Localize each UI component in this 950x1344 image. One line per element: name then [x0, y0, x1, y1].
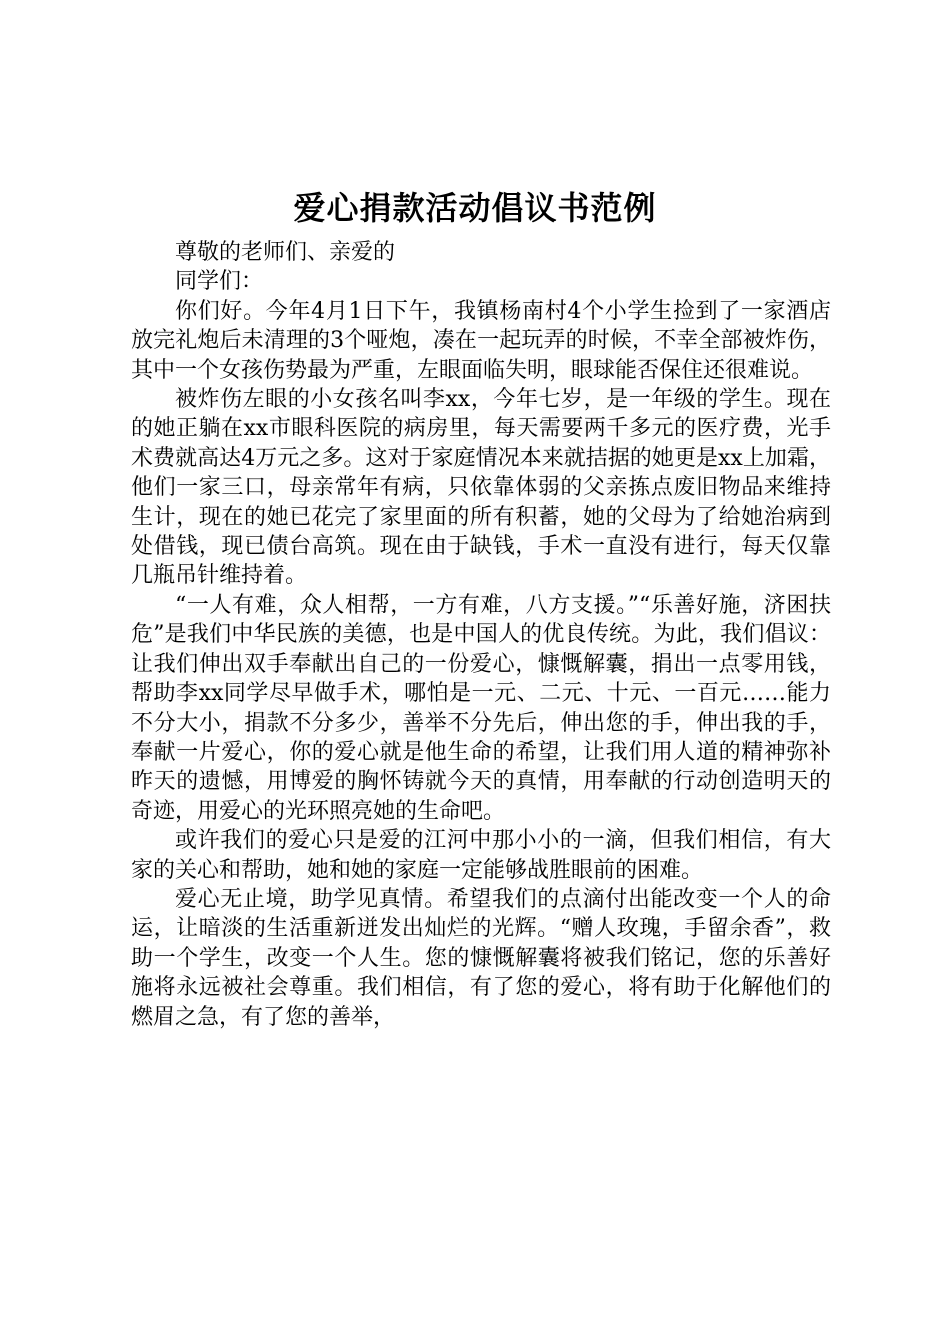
document-body — [131, 238, 831, 1032]
paragraph-5: 爱心无止境，助学见真情。希望我们的点滴付出能改变一个人的命运，让暗淡的生活重新迸发出灿烂的光辉。“赠人玫瑰，手留余香”，救助一个学生，改变一个人生。您的慷慨解囊将被我们铭记，您的乐善好施将永远被社会尊重。我们相信，有了您的爱心，将有助于化解他们的燃眉之急，有了您的善举， — [131, 886, 831, 1030]
paragraph-2: 被炸伤左眼的小女孩名叫李xx，今年七岁，是一年级的学生。现在的她正躺在xx市眼科医院的病房里，每天需要两千多元的医疗费，光手术费就高达4万元之多。这对于家庭情况本来就拮据的她更是xx上加霜，他们一家三口，母亲常年有病，只依靠体弱的父亲拣点废旧物品来维持生计，现在的她已花完了家里面的所有积蓄，她的父母为了给她治病到处借钱，现已债台高筑。现在由于缺钱，手术一直没有进行，每天仅靠几瓶吊针维持着。 — [131, 387, 831, 589]
salutation-line-1: 尊敬的老师们、亲爱的 — [175, 240, 396, 265]
paragraph-3: “一人有难，众人相帮，一方有难，八方支援。”“乐善好施，济困扶危”是我们中华民族的美德，也是中国人的优良传统。为此，我们倡议：让我们伸出双手奉献出自己的一份爱心，慷慨解囊，捐出一点零用钱，帮助李xx同学尽早做手术，哪怕是一元、二元、十元、一百元……能力不分大小，捐款不分多少，善举不分先后，伸出您的手，伸出我的手，奉献一片爱心，你的爱心就是他生命的希望，让我们用人道的精神弥补昨天的遗憾，用博爱的胸怀铸就今天的真情，用奉献的行动创造明天的奇迹，用爱心的光环照亮她的生命吧。 — [131, 592, 831, 824]
document-title: 爱心捐款活动倡议书范例 — [293, 189, 657, 227]
paragraph-1: 你们好。今年4月1日下午，我镇杨南村4个小学生捡到了一家酒店放完礼炮后未清理的3个哑炮，凑在一起玩弄的时候，不幸全部被炸伤，其中一个女孩伤势最为严重，左眼面临失明，眼球能否保住还很难说。 — [131, 298, 831, 383]
salutation-line-2: 同学们： — [175, 269, 264, 295]
paragraph-4: 或许我们的爱心只是爱的江河中那小小的一滴，但我们相信，有大家的关心和帮助，她和她的家庭一定能够战胜眼前的困难。 — [131, 828, 831, 883]
